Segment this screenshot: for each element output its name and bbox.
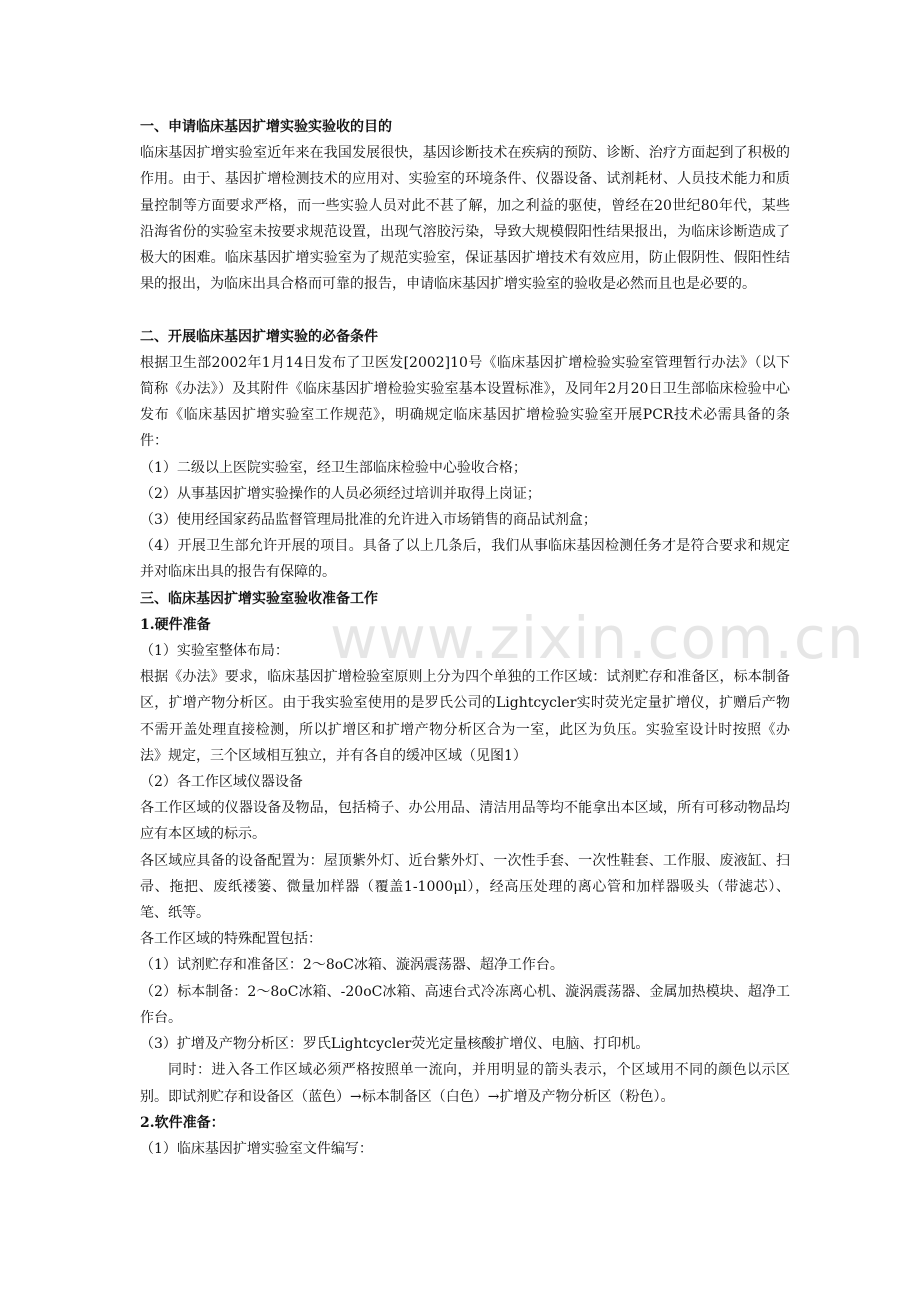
subsection-1-heading: 1.硬件准备 <box>140 616 211 633</box>
document-body <box>140 114 790 1162</box>
subsection-1-item-2-paragraph: 各区域应具备的设备配置为：屋顶紫外灯、近台紫外灯、一次性手套、一次性鞋套、工作服、废液缸、扫帚、拖把、废纸褛篓、微量加样器（覆盖1-1000μl），经高压处理的离心管和加样器吸头（带滤芯）、笔、纸等。 <box>140 852 790 922</box>
section-2-item: （1）二级以上医院实验室，经卫生部临床检验中心验收合格； <box>140 459 527 476</box>
watermark: www.zixin.com.cn <box>330 604 865 672</box>
special-config-item: （2）标本制备：2～8oC冰箱、-20oC冰箱、高速台式冷冻离心机、漩涡震荡器、金属加热模块、超净工作台。 <box>140 983 790 1026</box>
subsection-2-item-1-title: （1）临床基因扩增实验室文件编写： <box>140 1140 373 1157</box>
subsection-1-item-1-paragraph: 根据《办法》要求，临床基因扩增检验室原则上分为四个单独的工作区域：试剂贮存和准备区，标本制备区，扩增产物分析区。由于我实验室使用的是罗氏公司的Lightcycler实时荧光定量扩增仪，扩赠后产物不需开盖处理直接检测，所以扩增区和扩增产物分析区合为一室，此区为负压。实验室设计时按照《办法》规定，三个区域相互独立，并有各自的缓冲区域（见图1） <box>140 669 790 764</box>
special-config-item: （1）试剂贮存和准备区：2～8oC冰箱、漩涡震荡器、超净工作台。 <box>140 957 564 974</box>
subsection-2-heading: 2.软件准备： <box>140 1114 225 1131</box>
subsection-1-item-1-title: （1）实验室整体布局： <box>140 643 289 660</box>
section-3-heading: 三、临床基因扩增实验室验收准备工作 <box>140 590 378 607</box>
section-2-item: （4）开展卫生部允许开展的项目。具备了以上几条后，我们从事临床基因检测任务才是符合要求和规定并对临床出具的报告有保障的。 <box>140 538 790 581</box>
section-2-heading: 二、开展临床基因扩增实验的必备条件 <box>140 328 378 345</box>
subsection-1-item-2-title: （2）各工作区域仪器设备 <box>140 774 303 791</box>
section-2-item: （2）从事基因扩增实验操作的人员必须经过培训并取得上岗证； <box>140 485 541 502</box>
section-2-item: （3）使用经国家药品监督管理局批准的允许进入市场销售的商品试剂盒； <box>140 512 597 529</box>
special-config-item: （3）扩增及产物分析区：罗氏Lightcycler荧光定量核酸扩增仪、电脑、打印机。 <box>140 1036 650 1053</box>
section-1-paragraph: 临床基因扩增实验室近年来在我国发展很快，基因诊断技术在疾病的预防、诊断、治疗方面起到了积极的作用。由于、基因扩增检测技术的应用对、实验室的环境条件、仪器设备、试剂耗材、人员技术能力和质量控制等方面要求严格，而一些实验人员对此不甚了解，加之利益的驱使，曾经在20世纪80年代，某些沿海省份的实验室未按要求规范设置，出现气溶胶污染，导致大规模假阳性结果报出，为临床诊断造成了极大的困难。临床基因扩增实验室为了规范实验室，保证基因扩增技术有效应用，防止假阴性、假阳性结果的报出，为临床出具合格而可靠的报告，申请临床基因扩增实验室的验收是必然而且也是必要的。 <box>140 145 790 293</box>
section-1-heading: 一、申请临床基因扩增实验实验收的目的 <box>140 119 392 135</box>
subsection-1-item-2-paragraph: 各工作区域的仪器设备及物品，包括椅子、办公用品、清洁用品等均不能拿出本区域，所有可移动物品均应有本区域的标示。 <box>140 800 790 843</box>
section-2-paragraph: 根据卫生部2002年1月14日发布了卫医发[2002]10号《临床基因扩增检验实验室管理暂行办法》（以下简称《办法》）及其附件《临床基因扩增检验实验室基本设置标准》，及同年2月20日卫生部临床检验中心发布《临床基因扩增实验室工作规范》，明确规定临床基因扩增检验实验室开展PCR技术必需具备的条件： <box>140 354 790 450</box>
blank-line <box>140 297 790 323</box>
subsection-1-item-2-paragraph: 各工作区域的特殊配置包括： <box>140 931 322 948</box>
flow-paragraph: 同时：进入各工作区域必须严格按照单一流向，并用明显的箭头表示，个区域用不同的颜色以示区别。即试剂贮存和设备区（蓝色）→标本制备区（白色）→扩增及产物分析区（粉色）。 <box>140 1062 790 1105</box>
